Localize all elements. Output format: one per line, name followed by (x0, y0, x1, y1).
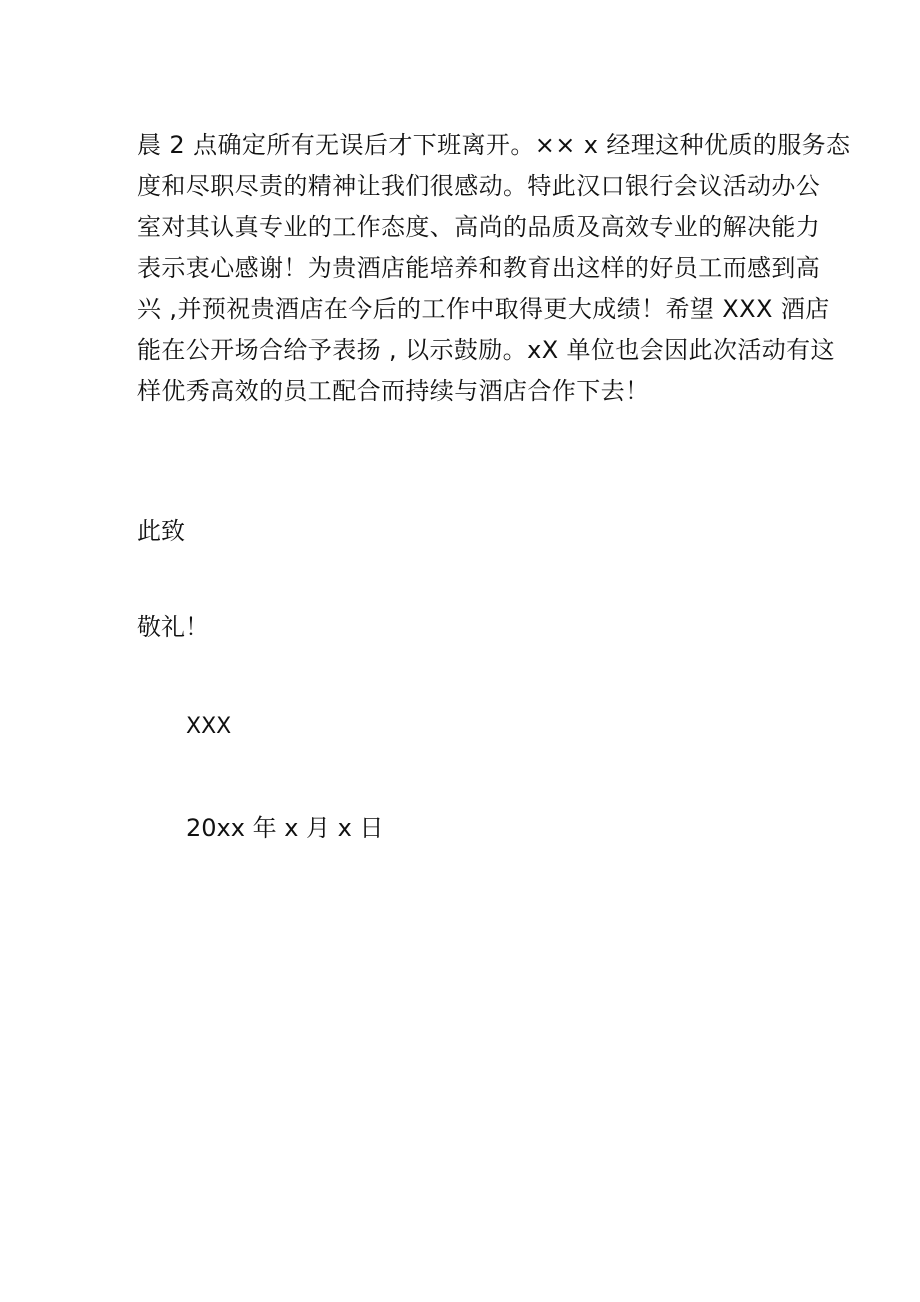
letter-line: 样优秀高效的员工配合而持续与酒店合作下去！ (137, 377, 650, 405)
signature-date: 20xx 年 x 月 x 日 (186, 814, 384, 842)
letter-line: 室对其认真专业的工作态度、高尚的品质及高效专业的解决能力 (137, 213, 821, 241)
closing-regards: 敬礼！ (137, 613, 209, 641)
letter-line: 晨 2 点确定所有无误后才下班离开。×× x 经理这种优质的服务态 (137, 131, 851, 159)
letter-line: 能在公开场合给予表扬 , 以示鼓励。xX 单位也会因此次活动有这 (137, 336, 835, 364)
letter-line: 表示衷心感谢！为贵酒店能培养和教育出这样的好员工而感到高 (137, 254, 821, 282)
signature-name: XXX (186, 714, 232, 739)
letter-line: 兴 ,并预祝贵酒店在今后的工作中取得更大成绩！希望 XXX 酒店 (137, 295, 830, 323)
closing-salutation: 此致 (137, 517, 185, 545)
letter-body (137, 125, 851, 412)
letter-line: 度和尽职尽责的精神让我们很感动。特此汉口银行会议活动办公 (137, 172, 821, 200)
